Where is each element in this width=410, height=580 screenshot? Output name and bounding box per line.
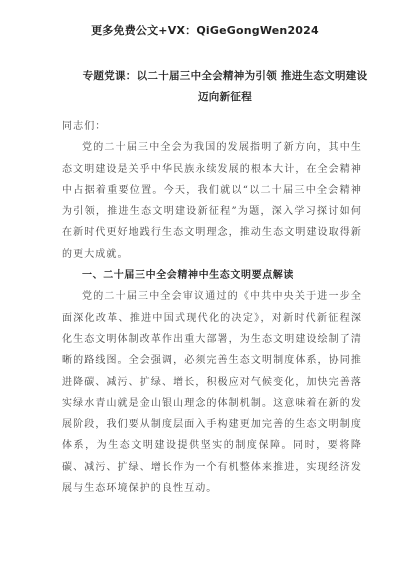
- section-heading: 一、二十届三中全会精神中生态文明要点解读: [82, 270, 294, 282]
- document-title: 专题党课：以二十届三中全会精神为引领 推进生态文明建设迈向新征程: [82, 70, 368, 103]
- intro-paragraph: 党的二十届三中全会为我国的发展指明了新方向，其中生态文明建设是关乎中华民族永续发展的根本大计，在全会精神中占据着重要位置。今天，我们就以“以二十届三中全会精神为引领，推进生态文明建设新征程”为题，深入学习探讨如何在新时代更好地践行生态文明理念，推动生态文明建设取得新的更大成就。: [62, 142, 362, 260]
- section-paragraph: 党的二十届三中全会审议通过的《中共中央关于进一步全面深化改革、推进中国式现代化的决定》，对新时代新征程深化生态文明体制改革作出重大部署，为生态文明建设绘制了清晰的路线图。全会强调，必须完善生态文明制度体系，协同推进降碳、减污、扩绿、增长，积极应对气候变化，加快完善落实绿水青山就是金山银山理念的体制机制。这意味着在新的发展阶段，我们要从制度层面入手构建更加完善的生态文明制度体系，为生态文明建设提供坚实的制度保障。同时，要将降碳、减污、扩绿、增长作为一个有机整体来推进，实现经济发展与生态环境保护的良性互动。: [62, 291, 362, 495]
- watermark-header: 更多免费公文+VX：QiGeGongWen2024: [91, 24, 319, 37]
- document-body: [62, 116, 362, 499]
- salutation: 同志们：: [62, 121, 107, 132]
